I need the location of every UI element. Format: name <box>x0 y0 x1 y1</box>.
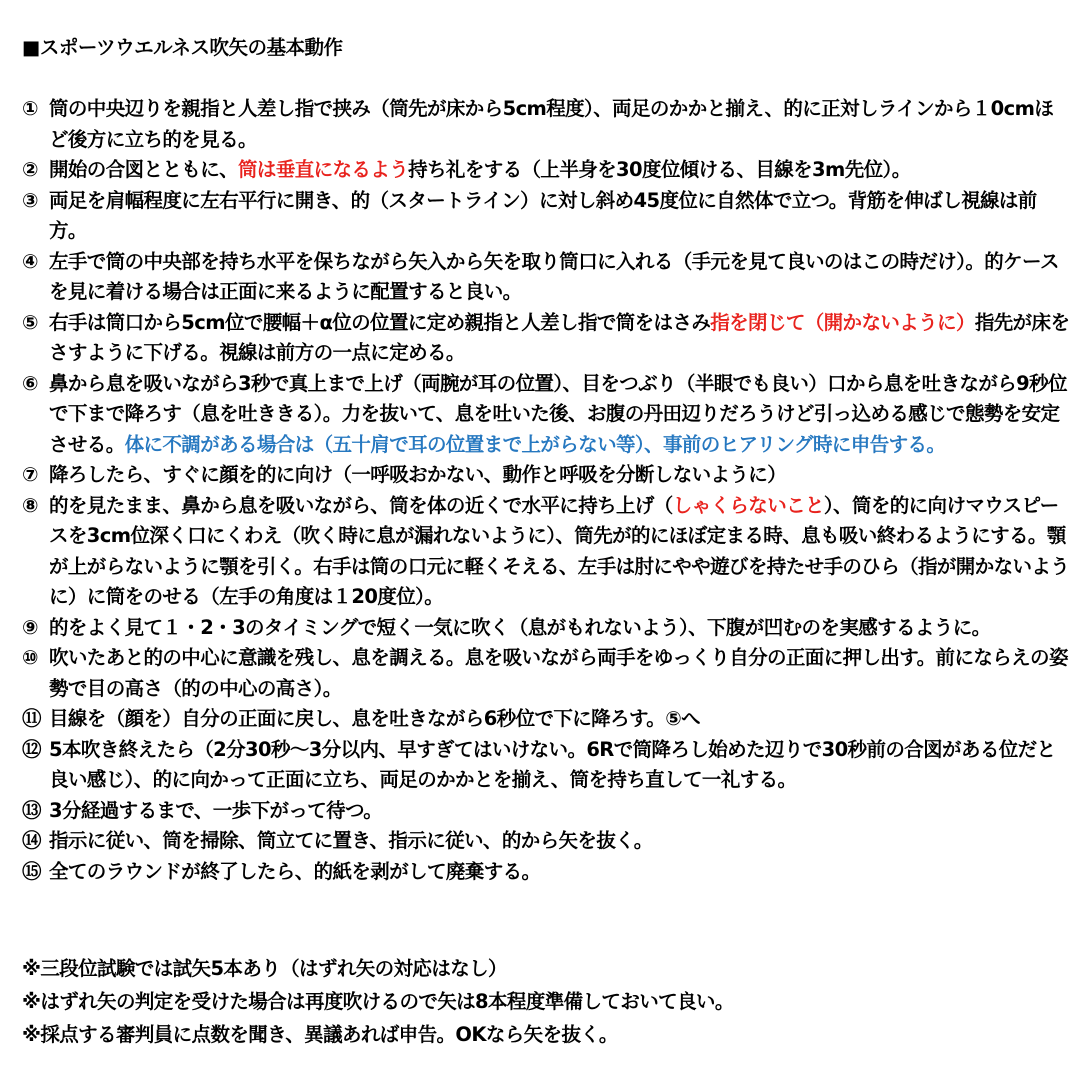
step-text: 両足を肩幅程度に左右平行に開き、的（スタートライン）に対し斜め45度位に自然体で立つ。背筋を伸ばし視線は前方。 <box>49 188 1037 242</box>
step-number: ⑭ <box>22 829 41 852</box>
note-line: ※はずれ矢の判定を受けた場合は再度吹けるので矢は8本程度準備しておいて良い。 <box>22 990 734 1013</box>
step-item <box>22 826 1072 857</box>
step-number: ⑬ <box>22 798 41 822</box>
step-item <box>22 735 1072 796</box>
step-text: 目線を（顔を）自分の正面に戻し、息を吐きながら6秒位で下に降ろす。⑤へ <box>49 707 701 730</box>
highlighted-text: 筒は垂直になるよう <box>238 158 409 181</box>
notes-list <box>22 952 1072 1051</box>
highlighted-text: 体に不調がある場合は（五十肩で耳の位置まで上がらない等）、事前のヒアリング時に申告する。 <box>124 432 946 456</box>
step-text: 左手で筒の中央部を持ち水平を保ちながら矢入から矢を取り筒口に入れる（手元を見て良いのはこの時だけ）。的ケースを見に着ける場合は正面に来るように配置すると良い。 <box>49 249 1059 303</box>
step-number: ④ <box>22 249 38 273</box>
step-item <box>22 247 1072 308</box>
note-line: ※採点する審判員に点数を聞き、異議あれば申告。OKなら矢を抜く。 <box>22 1023 618 1046</box>
step-item <box>22 491 1072 613</box>
step-number: ⑥ <box>22 371 38 395</box>
step-number: ⑪ <box>22 707 41 730</box>
step-item <box>22 155 1072 186</box>
note-line: ※三段位試験では試矢5本あり（はずれ矢の対応はなし） <box>22 957 507 980</box>
step-text: ）、筒を的に向けマウスピースを3cm位深く口にくわえ（吹く時に息が漏れないように）、筒先が的にほぼ定まる時、息も吸い終わるようにする。顎が上がらないように顎を引く。右手は筒の口元に軽くそえる、左手は肘にやや遊びを持たせ手のひら（指が開かないように）に筒をのせる（左手の角度は１20度位）。 <box>49 493 1070 608</box>
step-text: 持ち礼をする（上半身を30度位傾ける、目線を3m先位）。 <box>408 158 911 181</box>
step-item <box>22 94 1072 155</box>
step-item <box>22 613 1072 644</box>
step-text: 5本吹き終えたら（2分30秒～3分以内、早すぎてはいけない。6Rで筒降ろし始めた辺りで30秒前の合図がある位だと良い感じ）、的に向かって正面に立ち、両足のかかとを揃え、筒を持ち直して一礼する。 <box>49 737 1056 791</box>
step-number: ⑧ <box>22 493 38 517</box>
step-text: 全てのラウンドが終了したら、的紙を剥がして廃棄する。 <box>49 859 541 883</box>
step-text: 吹いたあと的の中心に意識を残し、息を調える。息を吸いながら両手をゆっくり自分の正面に押し出す。前にならえの姿勢で目の高さ（的の中心の高さ）。 <box>49 646 1068 700</box>
step-text: 3分経過するまで、一歩下がって待つ。 <box>49 798 383 822</box>
step-text: 右手は筒口から5cm位で腰幅＋α位の位置に定め親指と人差し指で筒をはさみ <box>49 310 711 334</box>
step-number: ⑦ <box>22 463 38 486</box>
highlighted-text: しゃくらないこと <box>672 493 824 517</box>
step-number: ② <box>22 158 38 181</box>
step-text: 指先が床をさすように下げる。視線は前方の一点に定める。 <box>49 310 1070 364</box>
step-number: ⑤ <box>22 310 38 334</box>
step-number: ⑮ <box>22 859 41 883</box>
step-number: ⑩ <box>22 646 38 669</box>
step-item <box>22 186 1072 247</box>
highlighted-text: 指を閉じて（開かないように） <box>710 310 975 334</box>
step-text: 的をよく見て１・2・3のタイミングで短く一気に吹く（息がもれないよう）、下腹が凹むのを実感するように。 <box>49 615 991 639</box>
step-item <box>22 857 1072 888</box>
step-item <box>22 460 1072 491</box>
step-item <box>22 643 1072 704</box>
step-item <box>22 796 1072 827</box>
step-text: 降ろしたら、すぐに顔を的に向け（一呼吸おかない、動作と呼吸を分断しないように） <box>49 463 787 486</box>
step-number: ⑨ <box>22 615 38 639</box>
step-number: ⑫ <box>22 737 41 761</box>
step-number: ③ <box>22 188 38 212</box>
step-text: 筒の中央辺りを親指と人差し指で挟み（筒先が床から5cm程度）、両足のかかと揃え、的に正対しラインから１0cmほど後方に立ち的を見る。 <box>49 97 1054 151</box>
step-text: 開始の合図とともに、 <box>49 158 239 181</box>
step-item <box>22 308 1072 369</box>
step-text: 的を見たまま、鼻から息を吸いながら、筒を体の近くで水平に持ち上げ（ <box>49 493 673 517</box>
step-text: 指示に従い、筒を掃除、筒立てに置き、指示に従い、的から矢を抜く。 <box>49 829 653 852</box>
document-title: ■スポーツウエルネス吹矢の基本動作 <box>22 36 343 59</box>
step-item <box>22 704 1072 735</box>
steps-list <box>22 94 1072 887</box>
step-number: ① <box>22 97 38 120</box>
step-text: 鼻から息を吸いながら3秒で真上まで上げ（両腕が耳の位置）、目をつぶり（半眼でも良い）口から息を吐きながら9秒位で下まで降ろす（息を吐ききる）。力を抜いて、息を吐いた後、お腹の丹田辺りだろうけど引っ込める感じで態勢を安定させる。 <box>49 371 1067 456</box>
step-item <box>22 369 1072 461</box>
